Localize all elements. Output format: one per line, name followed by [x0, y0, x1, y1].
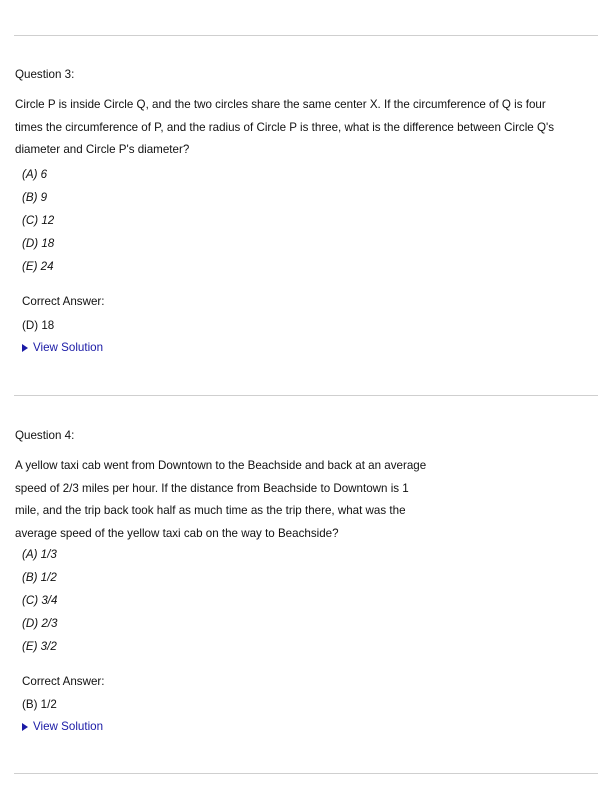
answer-choice: (C) 3/4 [22, 594, 58, 607]
question-text-line: times the circumference of P, and the radius of Circle P is three, what is the difference between Circle Q's [15, 120, 555, 134]
answer-choices [22, 163, 54, 278]
view-solution-label: View Solution [33, 720, 104, 733]
triangle-right-icon [22, 723, 28, 731]
view-solution-link[interactable] [22, 341, 103, 354]
question-text [15, 455, 426, 545]
answer-choice: (E) 24 [22, 260, 54, 273]
correct-answer-label: Correct Answer: [22, 295, 105, 308]
answer-choices [22, 543, 57, 658]
answer-choice: (A) 6 [22, 168, 48, 181]
question-text-line: average speed of the yellow taxi cab on the way to Beachside? [15, 526, 339, 540]
answer-choice: (E) 3/2 [22, 640, 57, 653]
question-text-line: speed of 2/3 miles per hour. If the distance from Beachside to Downtown is 1 [15, 481, 409, 495]
answer-choice: (A) 1/3 [22, 548, 57, 561]
question-text-line: mile, and the trip back took half as much time as the trip there, what was the [15, 504, 406, 517]
correct-answer-value: (B) 1/2 [22, 698, 57, 711]
answer-choice: (B) 1/2 [22, 571, 57, 584]
question-label: Question 4: [15, 429, 75, 442]
view-solution-link[interactable] [22, 720, 103, 733]
question-text [15, 94, 554, 162]
answer-choice: (D) 18 [22, 237, 55, 250]
question-text-line: diameter and Circle P's diameter? [15, 143, 190, 156]
correct-answer-value: (D) 18 [22, 319, 55, 332]
question-text-line: A yellow taxi cab went from Downtown to the Beachside and back at an average [15, 459, 427, 472]
divider-top [14, 35, 598, 36]
correct-answer-label: Correct Answer: [22, 675, 105, 688]
view-solution-label: View Solution [33, 341, 104, 354]
answer-choice: (D) 2/3 [22, 617, 58, 630]
question-label: Question 3: [15, 68, 75, 81]
answer-choice: (B) 9 [22, 191, 48, 204]
triangle-right-icon [22, 344, 28, 352]
question-text-line: Circle P is inside Circle Q, and the two circles share the same center X. If the circumference of Q is four [15, 98, 546, 111]
divider-middle [14, 395, 598, 396]
divider-bottom [14, 773, 598, 774]
answer-choice: (C) 12 [22, 214, 55, 227]
